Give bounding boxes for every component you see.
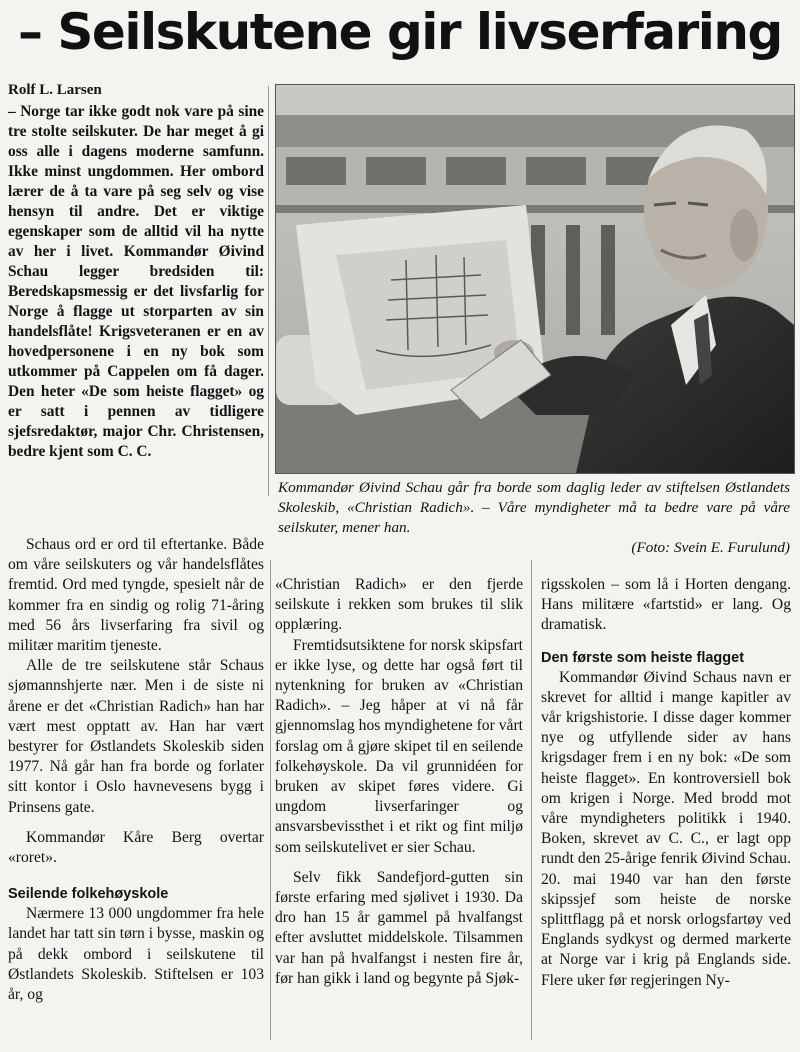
body-column-1 bbox=[8, 535, 264, 1005]
body-column-3 bbox=[541, 575, 791, 991]
lead-column bbox=[8, 80, 264, 462]
byline: Rolf L. Larsen bbox=[8, 82, 102, 98]
headline: – Seilskutene gir livserfaring bbox=[18, 3, 782, 61]
photo-caption-block bbox=[278, 478, 790, 558]
column-divider bbox=[268, 86, 269, 496]
col1-paragraph: Alle de tre seilskutene står Schaus sjømannshjerte nær. Men i de siste ni årene er det «Christian Radich» han har vært mest opptatt av. Han har vært bestyrer for Østlandets Skoleskib siden 1977. Nå går han fra borde og forlater sitt kontor i Oslo havnevesens bygg i Prinsens gate. bbox=[8, 657, 264, 816]
lead-paragraph: – Norge tar ikke godt nok vare på sine tre stolte seilskuter. De har meget å gi oss alle i dagens moderne samfunn. Ikke minst ungdommen. Her ombord lærer de å ta vare på seg selv og vise hensyn til andre. Det er viktige egenskaper som de alltid vil ha nytte av her i livet. Kommandør Øivind Schau legger bredsiden til: Beredskapsmessig er det livsfarlig for Norge å flagge ut storparten av sin handelsflåte! Krigsveteranen er en av hovedpersonene i en ny bok som utkommer på Cappelen om få dager. Den heter «De som heiste flagget» og er satt i pennen av tidligere sjefsredaktør, major Chr. Christensen, bedre kjent som C. C. bbox=[8, 103, 264, 461]
col2-paragraph: Fremtidsutsiktene for norsk skipsfart er ikke lyse, og dette har også ført til nytenkning for bruken av «Christian Radich». – Jeg håper at vi nå får gjennomslag hos myndighetene for vårt forslag om å gjøre skipet til en seilende folkehøyskole. Da vil grunnidéen for bruken av skipet føres videre. Gi ungdom livserfaringer og ansvarsbevissthet i et rikt og fint miljø som seilskutelivet er sier Schau. bbox=[275, 636, 523, 856]
column-divider bbox=[270, 560, 271, 1040]
col1-paragraph: Schaus ord er ord til eftertanke. Både om våre seilskuters og vår handelsflåtes fremtid. Ord med tyngde, spesielt når de kommer fra en sindig og rolig 71-åring med 56 års livserfaring fra sivil og militær maritim tjeneste. bbox=[8, 536, 264, 655]
photo-kommandor-schau bbox=[275, 84, 795, 474]
photo-caption: Kommandør Øivind Schau går fra borde som daglig leder av stiftelsen Østlandets Skoleskib, «Christian Radich». – Våre myndigheter må ta bedre vare på våre seilskuter, mener han. bbox=[278, 479, 790, 536]
body-column-2 bbox=[275, 575, 523, 989]
col2-paragraph: Selv fikk Sandefjord-gutten sin første erfaring med sjølivet i 1930. Da dro han 15 år gammel på hvalfangst efter avsluttet middelskole. Tilsammen var han på hvalfangst i nesten fire år, før han gikk i land og begynte på Sjøk- bbox=[275, 868, 523, 987]
photo-credit: (Foto: Svein E. Furulund) bbox=[631, 539, 790, 556]
col1-paragraph: Kommandør Kåre Berg overtar «roret». bbox=[8, 828, 264, 867]
col1-paragraph: Nærmere 13 000 ungdommer fra hele landet har tatt sin tørn i bysse, maskin og på dekk ombord i seilskutene til Østlandets Skoleskib. Stiftelsen er 103 år, og bbox=[8, 905, 264, 1004]
subhead-folkehoyskole: Seilende folkehøyskole bbox=[8, 886, 169, 903]
col3-paragraph: Kommandør Øivind Schaus navn er skrevet for alltid i mange kapitler av vår krigshistorie. I disse dager kommer nye og utfyllende sider av hans krigsdager frem i en ny bok: «De som heiste flagget». En kontroversiell bok om krigen i Norge. Med brodd mot våre myndigheters politikk i 1940. Boken, skrevet av C. C., er lagt opp rundt den 25-årige fenrik Øivind Schau. 20. mai 1940 var han den første skipssjef som heiste de norske splittflagg på et norsk orlogsfartøy ved Englands sydkyst og dermed markerte at Norge var i krig på Englands side. Flere uker før regjeringen Ny- bbox=[541, 668, 791, 989]
column-divider bbox=[531, 560, 532, 1040]
photo-image bbox=[276, 85, 794, 473]
subhead-heiste-flagget: Den første som heiste flagget bbox=[541, 649, 745, 666]
col3-paragraph: rigsskolen – som lå i Horten dengang. Hans militære «fartstid» er lang. Og dramatisk. bbox=[541, 576, 791, 634]
col2-paragraph: «Christian Radich» er den fjerde seilskute i rekken som brukes til slik opplæring. bbox=[275, 576, 523, 634]
